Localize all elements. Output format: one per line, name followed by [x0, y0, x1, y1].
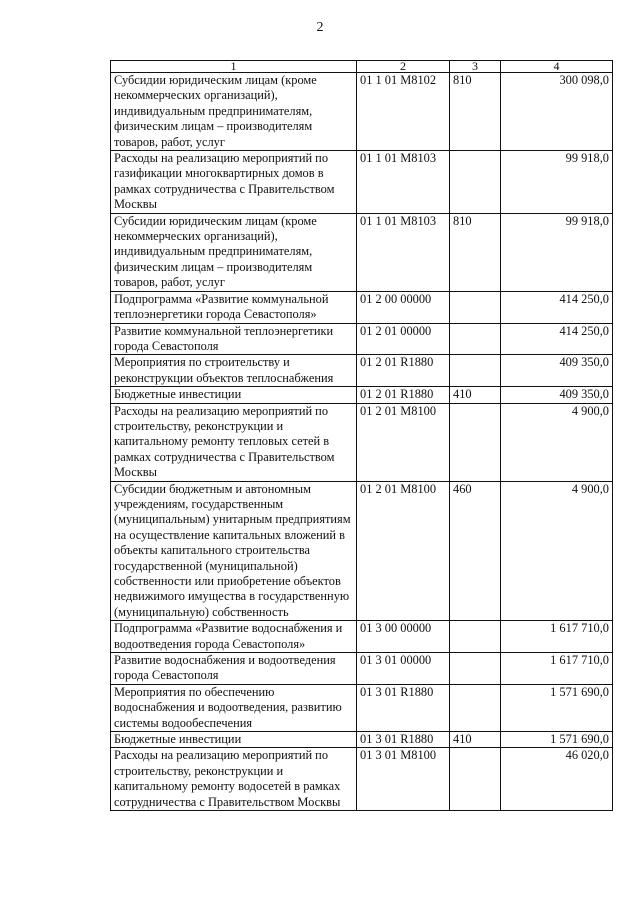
column-header-1: 1: [111, 61, 357, 73]
row-code: 01 2 01 00000: [357, 323, 450, 355]
table-row: [111, 151, 613, 214]
row-amount: 1 617 710,0: [501, 621, 613, 653]
row-expense-type: 810: [450, 213, 501, 291]
row-expense-type: [450, 748, 501, 811]
table-row: [111, 653, 613, 685]
row-expense-type: 410: [450, 387, 501, 403]
row-amount: 300 098,0: [501, 73, 613, 151]
column-header-3: 3: [450, 61, 501, 73]
table-row: [111, 732, 613, 748]
page-number: 2: [316, 20, 324, 35]
row-name: Расходы на реализацию мероприятий по строительству, реконструкции и капитальному ремонту тепловых сетей в рамках сотрудничества с Правительством Москвы: [111, 403, 357, 481]
table-row: [111, 748, 613, 811]
row-name: Мероприятия по обеспечению водоснабжения и водоотведения, развитию системы водообеспечения: [111, 684, 357, 731]
row-code: 01 2 00 00000: [357, 291, 450, 323]
row-expense-type: [450, 403, 501, 481]
row-code: 01 2 01 M8100: [357, 481, 450, 621]
table-row: [111, 684, 613, 731]
row-code: 01 2 01 R1880: [357, 387, 450, 403]
row-name: Мероприятия по строительству и реконструкции объектов теплоснабжения: [111, 355, 357, 387]
row-code: 01 3 01 R1880: [357, 684, 450, 731]
table-row: [111, 621, 613, 653]
row-amount: 1 571 690,0: [501, 684, 613, 731]
row-expense-type: [450, 684, 501, 731]
row-amount: 414 250,0: [501, 291, 613, 323]
row-code: 01 3 01 00000: [357, 653, 450, 685]
row-name: Подпрограмма «Развитие водоснабжения и водоотведения города Севастополя»: [111, 621, 357, 653]
column-header-4: 4: [501, 61, 613, 73]
row-code: 01 2 01 M8100: [357, 403, 450, 481]
table-row: [111, 213, 613, 291]
row-code: 01 1 01 M8102: [357, 73, 450, 151]
row-name: Расходы на реализацию мероприятий по строительству, реконструкции и капитальному ремонту водосетей в рамках сотрудничества с Правительством Москвы: [111, 748, 357, 811]
row-name: Субсидии бюджетным и автономным учреждениям, государственным (муниципальным) унитарным предприятиям на осуществление капитальных вложений в объекты капитального строительства государственной (муниципальной) собственности или приобретение объектов недвижимого имущества в государственную (муниципальную) собственность: [111, 481, 357, 621]
row-expense-type: 810: [450, 73, 501, 151]
table-row: [111, 403, 613, 481]
table-header-row: [111, 61, 613, 73]
row-name: Субсидии юридическим лицам (кроме некоммерческих организаций), индивидуальным предпринимателям, физическим лицам – производителям товаров, работ, услуг: [111, 73, 357, 151]
row-expense-type: [450, 291, 501, 323]
table-row: [111, 481, 613, 621]
row-expense-type: [450, 355, 501, 387]
row-expense-type: [450, 323, 501, 355]
row-name: Бюджетные инвестиции: [111, 732, 357, 748]
row-amount: 1 617 710,0: [501, 653, 613, 685]
budget-table: [110, 60, 613, 811]
row-code: 01 1 01 M8103: [357, 213, 450, 291]
row-amount: 99 918,0: [501, 151, 613, 214]
column-header-2: 2: [357, 61, 450, 73]
row-name: Подпрограмма «Развитие коммунальной теплоэнергетики города Севастополя»: [111, 291, 357, 323]
row-amount: 4 900,0: [501, 403, 613, 481]
row-expense-type: 410: [450, 732, 501, 748]
table-row: [111, 323, 613, 355]
table-row: [111, 387, 613, 403]
row-code: 01 3 00 00000: [357, 621, 450, 653]
row-amount: 4 900,0: [501, 481, 613, 621]
row-amount: 46 020,0: [501, 748, 613, 811]
row-expense-type: [450, 653, 501, 685]
row-code: 01 3 01 R1880: [357, 732, 450, 748]
row-amount: 99 918,0: [501, 213, 613, 291]
row-code: 01 3 01 M8100: [357, 748, 450, 811]
row-name: Расходы на реализацию мероприятий по газификации многоквартирных домов в рамках сотрудничества с Правительством Москвы: [111, 151, 357, 214]
row-code: 01 2 01 R1880: [357, 355, 450, 387]
row-amount: 414 250,0: [501, 323, 613, 355]
table-row: [111, 291, 613, 323]
row-amount: 1 571 690,0: [501, 732, 613, 748]
table-row: [111, 73, 613, 151]
row-name: Развитие коммунальной теплоэнергетики города Севастополя: [111, 323, 357, 355]
row-expense-type: [450, 621, 501, 653]
row-name: Субсидии юридическим лицам (кроме некоммерческих организаций), индивидуальным предпринимателям, физическим лицам – производителям товаров, работ, услуг: [111, 213, 357, 291]
table-row: [111, 355, 613, 387]
row-name: Бюджетные инвестиции: [111, 387, 357, 403]
row-expense-type: [450, 151, 501, 214]
row-amount: 409 350,0: [501, 387, 613, 403]
row-expense-type: 460: [450, 481, 501, 621]
row-amount: 409 350,0: [501, 355, 613, 387]
row-code: 01 1 01 M8103: [357, 151, 450, 214]
row-name: Развитие водоснабжения и водоотведения города Севастополя: [111, 653, 357, 685]
